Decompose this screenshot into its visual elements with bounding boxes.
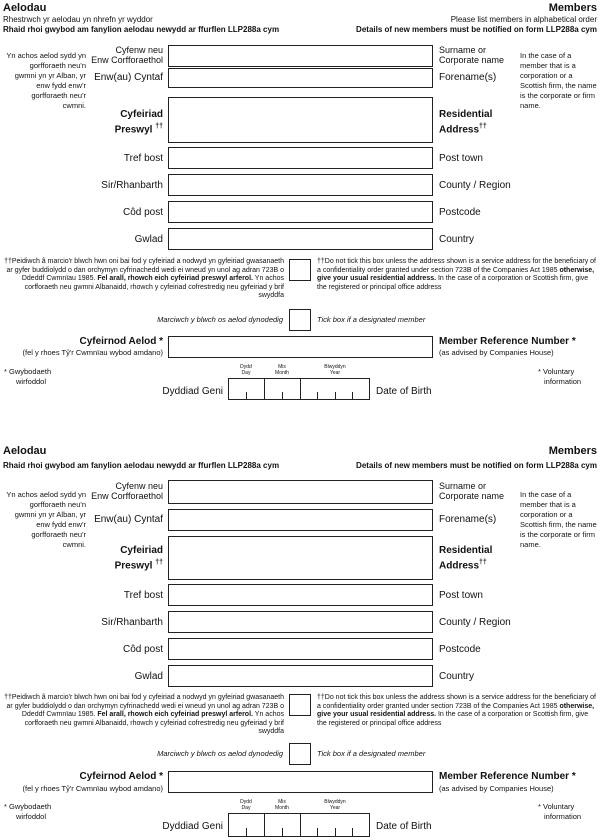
dob-divider	[300, 378, 301, 400]
post-town-label-english: Post town	[439, 153, 483, 164]
voluntary-note-welsh: * Gwybodaeth wirfoddol	[4, 802, 52, 821]
designated-member-checkbox[interactable]	[289, 309, 311, 331]
surname-field[interactable]	[168, 45, 433, 67]
voluntary-note-english: * Voluntary information	[538, 802, 582, 821]
designated-label-welsh: Marciwch y blwch os aelod dynodedig	[157, 749, 283, 758]
country-field[interactable]	[168, 665, 433, 687]
post-town-label-english: Post town	[439, 590, 483, 601]
member-ref-sub-welsh: (fel y rhoes Tŷ'r Cwmnïau wybod amdano)	[22, 348, 163, 357]
post-town-field[interactable]	[168, 147, 433, 169]
designated-label-english: Tick box if a designated member	[317, 749, 426, 758]
dob-label-welsh: Dyddiad Geni	[162, 821, 223, 832]
member-ref-sub-english: (as advised by Companies House)	[439, 784, 554, 793]
postcode-field[interactable]	[168, 201, 433, 223]
country-label-welsh: Gwlad	[134, 234, 163, 245]
dob-divider	[300, 813, 301, 837]
section-title-english: Members	[548, 2, 597, 14]
dob-field[interactable]	[228, 813, 370, 837]
dob-digit-tick	[335, 828, 336, 837]
designated-label-welsh: Marciwch y blwch os aelod dynodedig	[157, 315, 283, 324]
section-notice-welsh: Rhaid rhoi gwybod am fanylion aelodau newydd ar ffurflen LLP288a cym	[3, 461, 280, 470]
country-label-english: Country	[439, 671, 475, 682]
forename-label-welsh: Enw(au) Cyntaf	[94, 514, 163, 525]
dob-digit-tick	[282, 828, 283, 837]
member-reference-field[interactable]	[168, 336, 433, 358]
address-label-welsh: Cyfeiriad Preswyl ††	[114, 545, 163, 572]
postcode-label-welsh: Côd post	[122, 644, 163, 655]
member-reference-field[interactable]	[168, 771, 433, 793]
county-field[interactable]	[168, 174, 433, 196]
address-label-english: Residential Address††	[439, 545, 493, 572]
postcode-label-english: Postcode	[439, 207, 481, 218]
member-ref-label-welsh: Cyfeirnod Aelod *	[79, 771, 163, 782]
dob-digit-tick	[335, 392, 336, 400]
post-town-label-welsh: Tref bost	[123, 590, 163, 601]
post-town-field[interactable]	[168, 584, 433, 606]
forename-label-english: Forename(s)	[439, 514, 497, 525]
country-label-english: Country	[439, 234, 475, 245]
post-town-label-welsh: Tref bost	[123, 153, 163, 164]
member-ref-label-welsh: Cyfeirnod Aelod *	[79, 336, 163, 347]
side-note-english: In the case of a member that is a corporation or a Scottish firm, the name is the corporate or firm name.	[520, 490, 597, 549]
surname-label-english: Surname or Corporate name	[439, 45, 505, 65]
dob-divider	[264, 378, 265, 400]
section-title-welsh: Aelodau	[3, 445, 47, 457]
county-label-welsh: Sir/Rhanbarth	[101, 617, 163, 628]
county-label-english: County / Region	[439, 180, 511, 191]
dob-digit-tick	[282, 392, 283, 400]
side-note-welsh: Yn achos aelod sydd yn gorfforaeth neu'n gwmni yn yr Alban, yr enw fydd enw'r gorfforaeth neu'r cwmni.	[6, 51, 86, 110]
service-address-checkbox[interactable]	[289, 259, 311, 281]
side-note-english: In the case of a member that is a corporation or a Scottish firm, the name is the corporate or firm name.	[520, 51, 597, 110]
member-ref-sub-welsh: (fel y rhoes Tŷ'r Cwmnïau wybod amdano)	[22, 784, 163, 793]
service-note-english: ††Do not tick this box unless the address shown is a service address for the beneficiary of a confidentiality order granted under section 723B of the Companies Act 1985 otherwise, give your usual residential address. In the case of a corporation or Scottish firm, give the registered or principal office address	[317, 694, 596, 727]
surname-label-english: Surname or Corporate name	[439, 481, 505, 501]
dob-month-header: Mis Month	[275, 364, 289, 376]
county-label-english: County / Region	[439, 617, 511, 628]
surname-label-welsh: Cyfenw neu Enw Corfforaethol	[91, 45, 163, 65]
address-field[interactable]	[168, 97, 433, 143]
voluntary-note-welsh: * Gwybodaeth wirfoddol	[4, 367, 52, 386]
dob-label-english: Date of Birth	[376, 821, 432, 832]
country-label-welsh: Gwlad	[134, 671, 163, 682]
designated-member-checkbox[interactable]	[289, 743, 311, 765]
forename-label-english: Forename(s)	[439, 72, 497, 83]
country-field[interactable]	[168, 228, 433, 250]
address-label-english: Residential Address††	[439, 109, 493, 136]
dob-year-header: Blwyddyn Year	[324, 364, 346, 376]
service-note-english: ††Do not tick this box unless the address shown is a service address for the beneficiary of a confidentiality order granted under section 723B of the Companies Act 1985 otherwise, give your usual residential address. In the case of a corporation or Scottish firm, give the registered or principal office address	[317, 258, 596, 291]
dob-digit-tick	[352, 828, 353, 837]
forename-field[interactable]	[168, 509, 433, 531]
member-ref-label-english: Member Reference Number *	[439, 771, 576, 782]
member-ref-sub-english: (as advised by Companies House)	[439, 348, 554, 357]
dob-digit-tick	[246, 828, 247, 837]
postcode-field[interactable]	[168, 638, 433, 660]
dob-digit-tick	[246, 392, 247, 400]
section-subtitle-english: Please list members in alphabetical order	[450, 15, 597, 24]
voluntary-note-english: * Voluntary information	[538, 367, 582, 386]
section-title-english: Members	[548, 445, 597, 457]
dob-digit-tick	[317, 828, 318, 837]
forename-field[interactable]	[168, 68, 433, 88]
section-notice-welsh: Rhaid rhoi gwybod am fanylion aelodau newydd ar ffurflen LLP288a cym	[3, 25, 280, 34]
surname-label-welsh: Cyfenw neu Enw Corfforaethol	[91, 481, 163, 501]
dob-field[interactable]	[228, 378, 370, 400]
service-note-welsh: ††Peidiwch â marcio'r blwch hwn oni bai fod y cyfeiriad a nodwyd yn gyfeiriad gwasanaeth ar gyfer buddiolydd o dan orchymyn cyfrinachedd wedi ei wneud yn unol ag adran 723B o Ddeddf Cwmnïau 1985. Fel arall, rhowch eich cyfeiriad preswyl arferol. Yn achos corfforaeth neu gwmni Albanaidd, rhowch y cyfeiriad cofrestredig neu gyfeiriad y brif swyddfa	[4, 258, 284, 299]
forename-label-welsh: Enw(au) Cyntaf	[94, 72, 163, 83]
dob-digit-tick	[352, 392, 353, 400]
county-field[interactable]	[168, 611, 433, 633]
section-notice-english: Details of new members must be notified on form LLP288a cym	[356, 461, 597, 470]
dob-year-header: Blwyddyn Year	[324, 799, 346, 811]
section-notice-english: Details of new members must be notified on form LLP288a cym	[356, 25, 597, 34]
section-subtitle-welsh: Rhestrwch yr aelodau yn nhrefn yr wyddor	[3, 15, 153, 24]
member-ref-label-english: Member Reference Number *	[439, 336, 576, 347]
dob-day-header: Dydd Day	[240, 364, 252, 376]
address-field[interactable]	[168, 536, 433, 580]
dob-digit-tick	[317, 392, 318, 400]
county-label-welsh: Sir/Rhanbarth	[101, 180, 163, 191]
section-title-welsh: Aelodau	[3, 2, 47, 14]
dob-label-welsh: Dyddiad Geni	[162, 386, 223, 397]
dob-day-header: Dydd Day	[240, 799, 252, 811]
service-address-checkbox[interactable]	[289, 694, 311, 716]
postcode-label-welsh: Côd post	[122, 207, 163, 218]
dob-divider	[264, 813, 265, 837]
service-note-welsh: ††Peidiwch â marcio'r blwch hwn oni bai fod y cyfeiriad a nodwyd yn gyfeiriad gwasanaeth ar gyfer buddiolydd o dan orchymyn cyfrinachedd wedi ei wneud yn unol ag adran 723B o Ddeddf Cwmnïau 1985. Fel arall, rhowch eich cyfeiriad preswyl arferol. Yn achos corfforaeth neu gwmni Albanaidd, rhowch y cyfeiriad cofrestredig neu gyfeiriad y brif swyddfa	[4, 694, 284, 735]
surname-field[interactable]	[168, 480, 433, 504]
dob-label-english: Date of Birth	[376, 386, 432, 397]
postcode-label-english: Postcode	[439, 644, 481, 655]
dob-month-header: Mis Month	[275, 799, 289, 811]
address-label-welsh: Cyfeiriad Preswyl ††	[114, 109, 163, 136]
designated-label-english: Tick box if a designated member	[317, 315, 426, 324]
side-note-welsh: Yn achos aelod sydd yn gorfforaeth neu'n gwmni yn yr Alban, yr enw fydd enw'r gorfforaeth neu'r cwmni.	[6, 490, 86, 549]
